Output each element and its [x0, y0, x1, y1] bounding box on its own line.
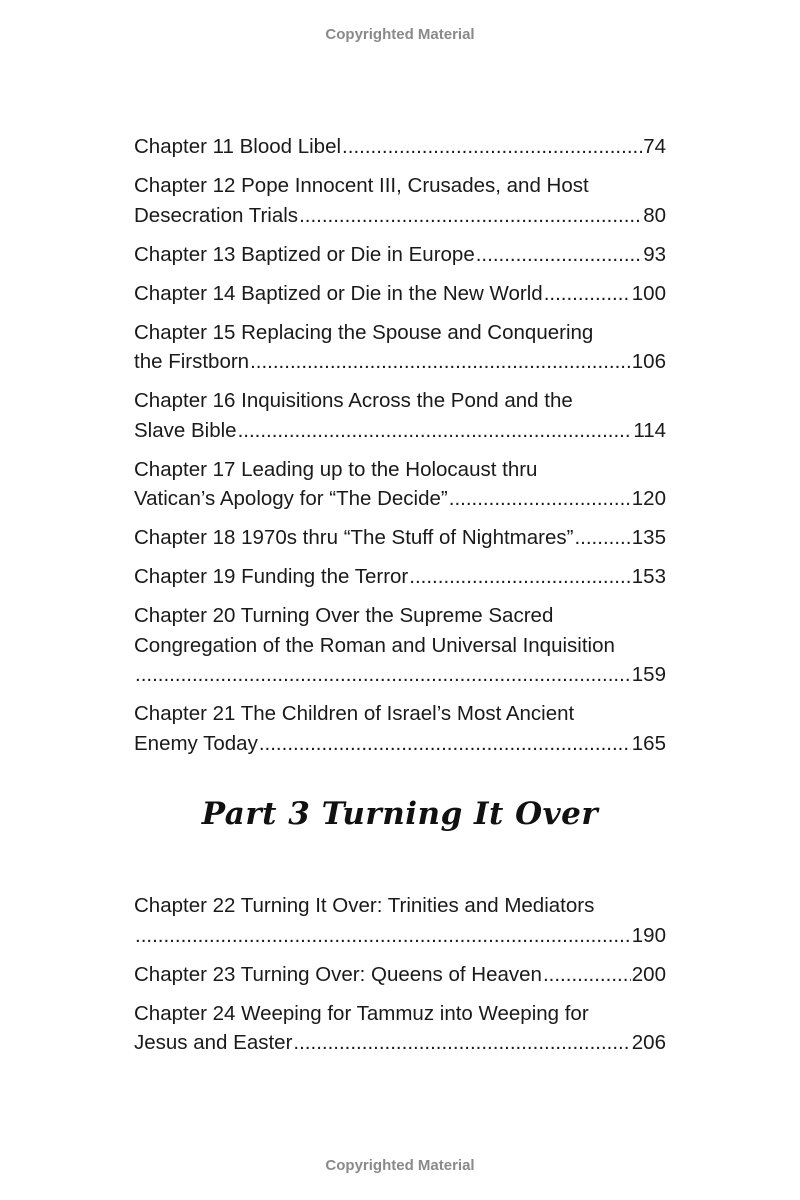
toc-entry-title-cont: Congregation of the Roman and Universal Inquisition: [134, 633, 615, 657]
toc-list-part-2: [134, 132, 666, 768]
toc-page-number: 106: [631, 350, 666, 373]
toc-entry-chapter-12[interactable]: [134, 171, 666, 230]
dot-leader: [135, 921, 631, 951]
toc-entry-title: Chapter 12 Pope Innocent III, Crusades, and Host: [134, 174, 589, 197]
toc-entry-chapter-13[interactable]: [134, 240, 666, 270]
toc-page-number: 159: [631, 663, 666, 686]
toc-entry-title: Chapter 11 Blood Libel: [134, 135, 342, 158]
toc-entry-title: Chapter 21 The Children of Israel’s Most Ancient: [134, 702, 575, 725]
toc-entry-chapter-11[interactable]: [134, 132, 666, 162]
toc-page-number: 100: [631, 281, 666, 305]
dot-leader: [449, 484, 631, 514]
toc-entry-chapter-20[interactable]: [134, 601, 666, 690]
toc-entry-chapter-22[interactable]: [134, 891, 666, 950]
toc-page-number: 74: [643, 135, 666, 158]
toc-entry-title-cont: Slave Bible: [134, 418, 237, 442]
dot-leader: [543, 960, 631, 990]
toc-page-number: 114: [633, 418, 666, 442]
toc-page-number: 153: [631, 565, 666, 588]
toc-entry-chapter-21[interactable]: [134, 699, 666, 758]
toc-page-number: 93: [643, 242, 666, 266]
toc-entry-chapter-16[interactable]: [134, 386, 666, 445]
toc-entry-title: Chapter 15 Replacing the Spouse and Conquering: [134, 320, 594, 344]
toc-page-number: 135: [631, 526, 666, 549]
toc-entry-title-cont: Desecration Trials: [134, 203, 299, 227]
dot-leader: [259, 729, 631, 759]
toc-entry-title: Chapter 16 Inquisitions Across the Pond and the: [134, 389, 573, 412]
dot-leader: [293, 1028, 630, 1058]
dot-leader: [342, 132, 642, 162]
toc-page-number: 80: [643, 203, 666, 227]
dot-leader: [409, 562, 631, 592]
toc-entry-chapter-24[interactable]: [134, 999, 666, 1058]
toc-entry-chapter-23[interactable]: [134, 960, 666, 990]
dot-leader: [238, 416, 633, 446]
dot-leader: [250, 347, 631, 377]
dot-leader: [135, 660, 631, 690]
dot-leader: [476, 240, 642, 270]
toc-page-number: 206: [631, 1031, 666, 1054]
toc-entry-title-cont: Enemy Today: [134, 731, 258, 755]
toc-entry-chapter-18[interactable]: [134, 523, 666, 553]
toc-entry-title: Chapter 20 Turning Over the Supreme Sacred: [134, 604, 554, 627]
dot-leader: [574, 523, 630, 553]
toc-entry-chapter-15[interactable]: [134, 318, 666, 377]
toc-entry-title: Chapter 19 Funding the Terror: [134, 565, 409, 588]
toc-entry-title-cont: Vatican’s Apology for “The Decide”: [134, 487, 448, 510]
toc-page-number: 200: [631, 962, 666, 986]
toc-entry-chapter-19[interactable]: [134, 562, 666, 592]
toc-page-number: 120: [631, 487, 666, 510]
toc-entry-title: Chapter 24 Weeping for Tammuz into Weeping for: [134, 1001, 589, 1025]
toc-entry-title: Chapter 14 Baptized or Die in the New World: [134, 281, 543, 305]
copyright-watermark-top: Copyrighted Material: [325, 26, 475, 43]
toc-entry-title-cont: the Firstborn: [134, 350, 250, 373]
dot-leader: [299, 201, 642, 231]
toc-entry-title: Chapter 17 Leading up to the Holocaust thru: [134, 457, 538, 481]
toc-entry-title: Chapter 13 Baptized or Die in Europe: [134, 242, 475, 266]
toc-page-number: 165: [631, 731, 666, 755]
toc-entry-title-cont: Jesus and Easter: [134, 1031, 293, 1054]
dot-leader: [544, 279, 631, 309]
toc-entry-chapter-14[interactable]: [134, 279, 666, 309]
copyright-watermark-bottom: Copyrighted Material: [325, 1157, 475, 1174]
toc-page-number: 190: [631, 923, 666, 947]
toc-entry-title: Chapter 22 Turning It Over: Trinities and Mediators: [134, 894, 595, 917]
toc-entry-title: Chapter 23 Turning Over: Queens of Heaven: [134, 962, 542, 986]
toc-entry-title: Chapter 18 1970s thru “The Stuff of Nightmares”: [134, 526, 574, 549]
part-heading: Part 3 Turning It Over: [201, 796, 599, 832]
toc-list-part-3: [134, 891, 666, 1067]
toc-entry-chapter-17[interactable]: [134, 455, 666, 514]
